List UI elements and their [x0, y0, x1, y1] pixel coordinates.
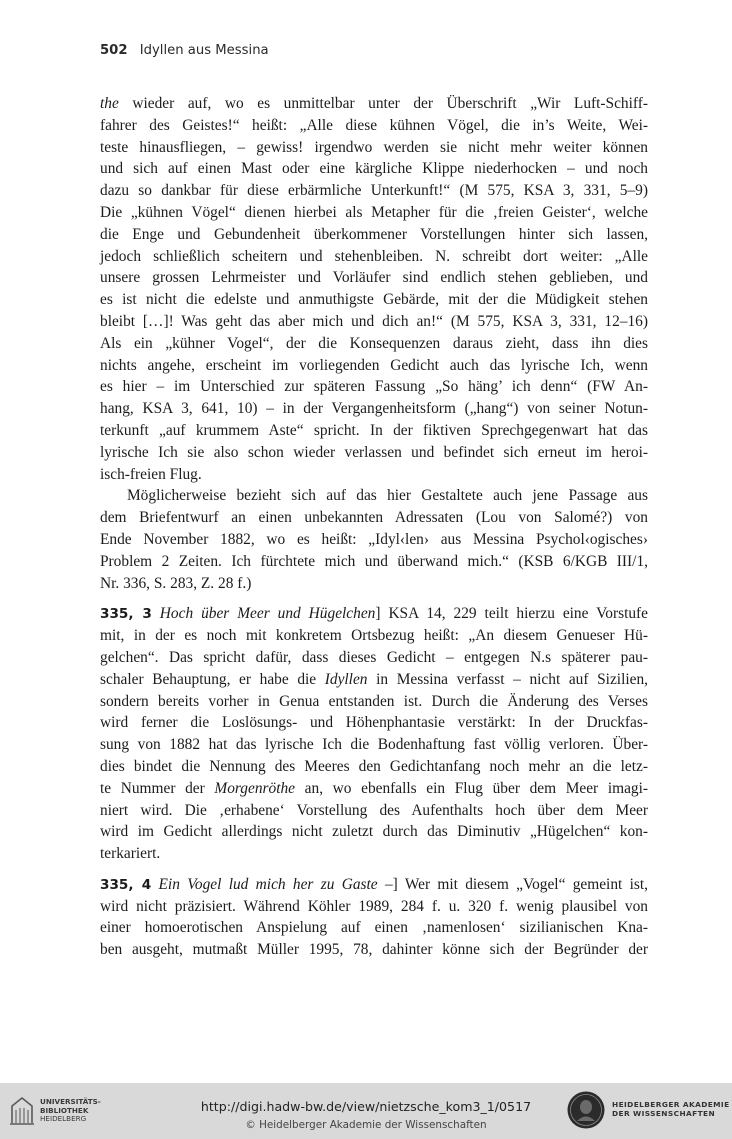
- commentary-entry-line: 335, 3 Hoch über Meer und Hügelchen] KSA 14, 229 teilt hierzu eine Vorstufe: [100, 605, 648, 623]
- text-line: es hier – im Unterschied zur späteren Fassung „So häng’ ich denn“ (FW An-: [100, 378, 648, 396]
- text-line: teste hinausfliegen, – gewiss! irgendwo werden sie nicht mehr weiter können: [100, 138, 648, 156]
- text-line: sondern bereits vorher in Genua entstanden ist. Durch die Änderung des Verses: [100, 692, 648, 710]
- running-head: [100, 43, 269, 58]
- text-line: gelchen“. Das spricht dafür, dass dieses Gedicht – entgegen N.s späterer pau-: [100, 648, 648, 666]
- text-line: Problem 2 Zeiten. Ich fürchtete mich und überwand mich.“ (KSB 6/KGB III/1,: [100, 552, 648, 570]
- text-line: dies bindet die Nennung des Meeres den Gedichtanfang noch mehr an die letz-: [100, 757, 648, 775]
- text-line: mit, in der es noch mit konkretem Ortsbezug heißt: „An diesem Genueser Hü-: [100, 627, 648, 645]
- text-line: isch-freien Flug.: [100, 465, 202, 483]
- lemma-reference: 335, 4: [100, 876, 152, 893]
- running-title: Idyllen aus Messina: [139, 43, 269, 58]
- text-line: Ende November 1882, wo es heißt: „Idyl‹len› aus Messina Psychol‹ogisches›: [100, 530, 648, 548]
- text-line: terkariert.: [100, 845, 161, 863]
- text-line: nichts angehe, erscheint im vorliegenden Gedicht auch das lyrische Ich, wenn: [100, 356, 648, 374]
- academy-seal-icon: [566, 1090, 606, 1130]
- copyright-notice: © Heidelberger Akademie der Wissenschaften: [245, 1119, 487, 1131]
- text-line: es ist nicht die edelste und anmuthigste Gebärde, mit der die Müdigkeit stehen: [100, 291, 648, 309]
- text-line: jedoch schließlich scheitern und stehenbleiben. N. schreibt dort weiter: „Alle: [100, 247, 648, 265]
- text-line: bleibt […]! Was geht das aber mich und dich an!“ (M 575, KSA 3, 331, 12–16): [100, 312, 648, 330]
- text-line: Als ein „kühner Vogel“, der die Konsequenzen daraus zieht, dass ihn dies: [100, 334, 648, 352]
- lemma-reference: 335, 3: [100, 606, 152, 623]
- lemma-text: Hoch über Meer und Hügelchen: [159, 605, 376, 623]
- text-line: Möglicherweise bezieht sich auf das hier Gestaltete auch jene Passage aus: [127, 487, 648, 505]
- text-line: schaler Behauptung, er habe die Idyllen in Messina verfasst – nicht auf Sizilien,: [100, 670, 648, 688]
- text-line: Die „kühnen Vögel“ dienen hierbei als Metapher für die ‚freien Geister‘, welche: [100, 203, 648, 221]
- text-line: unsere grossen Lehrmeister und Vorläufer sind endlich stehen geblieben, und: [100, 269, 648, 287]
- commentary-entry-line: 335, 4 Ein Vogel lud mich her zu Gaste –] Wer mit diesem „Vogel“ gemeint ist,: [100, 875, 648, 893]
- italic-title: Morgenröthe: [214, 779, 296, 797]
- text-line: wird nicht präzisiert. Während Köhler 1989, 284 f. u. 320 f. wenig plausibel von: [100, 897, 648, 915]
- library-name: UNIVERSITÄTS- BIBLIOTHEK HEIDELBERG: [40, 1097, 101, 1124]
- text-line: te Nummer der Morgenröthe an, wo ebenfalls ein Flug über dem Meer imagi-: [100, 779, 648, 797]
- page-number: 502: [100, 43, 128, 58]
- italic-word: the: [100, 95, 119, 112]
- text-line: die Enge und Gebundenheit überkommener Vorstellungen hinter sich lassen,: [100, 225, 648, 243]
- text-line: einer homoerotischen Anspielung auf einen ‚namenlosen‘ sizilianischen Kna-: [100, 919, 648, 937]
- text-line: dazu so dankbar für diese erbärmliche Unterkunft!“ (M 575, KSA 3, 331, 5–9): [100, 182, 648, 200]
- text-line: wird ferner die Loslösungs- und Höhenphantasie verstärkt: In der Druckfas-: [100, 714, 648, 732]
- text-line: the wieder auf, wo es unmittelbar unter der Überschrift „Wir Luft-Schiff-: [100, 95, 648, 112]
- text-line: dem Briefentwurf an einen unbekannten Adressaten (Lou von Salomé?) von: [100, 509, 648, 527]
- text-line: terkunft „auf krummem Aste“ spricht. In der fiktiven Sprechgegenwart hat das: [100, 421, 648, 439]
- italic-title: Idyllen: [324, 670, 368, 688]
- commentary-text: [100, 93, 648, 961]
- lemma-text: Ein Vogel lud mich her zu Gaste: [158, 875, 378, 893]
- text-line: hang, KSA 3, 641, 10) – in der Vergangenheitsform („hang“) von seiner Notun-: [100, 400, 648, 418]
- text-line: niert wird. Die ‚erhabene‘ Vorstellung des Aufenthalts hoch über dem Meer: [100, 801, 648, 819]
- text-line: lyrische Ich sie also schon wieder verlassen und befindet sich erneut im heroi-: [100, 443, 648, 461]
- permalink-url[interactable]: http://digi.hadw-bw.de/view/nietzsche_kom3_1/0517: [200, 1099, 532, 1114]
- text-line: und sich auf einen Mast oder eine kärgliche Klippe niederhocken – und noch: [100, 160, 648, 178]
- text-line: Nr. 336, S. 283, Z. 28 f.): [100, 574, 252, 592]
- digitization-footer: [0, 1083, 732, 1139]
- text-line: wird im Gedicht allerdings nicht zuletzt durch das Diminutiv „Hügelchen“ kon-: [100, 823, 648, 841]
- text-line: sung von 1882 hat das lyrische Ich die Bodenhaftung fast völlig verloren. Über-: [100, 736, 648, 754]
- academy-name: HEIDELBERGER AKADEMIE DER WISSENSCHAFTEN: [612, 1100, 730, 1119]
- text-line: fahrer des Geistes!“ heißt: „Alle diese kühnen Vögel, die in’s Weite, Wei-: [100, 116, 648, 134]
- text-line: ben ausgeht, mutmaßt Müller 1995, 78, dahinter könne sich der Begründer der: [100, 941, 648, 959]
